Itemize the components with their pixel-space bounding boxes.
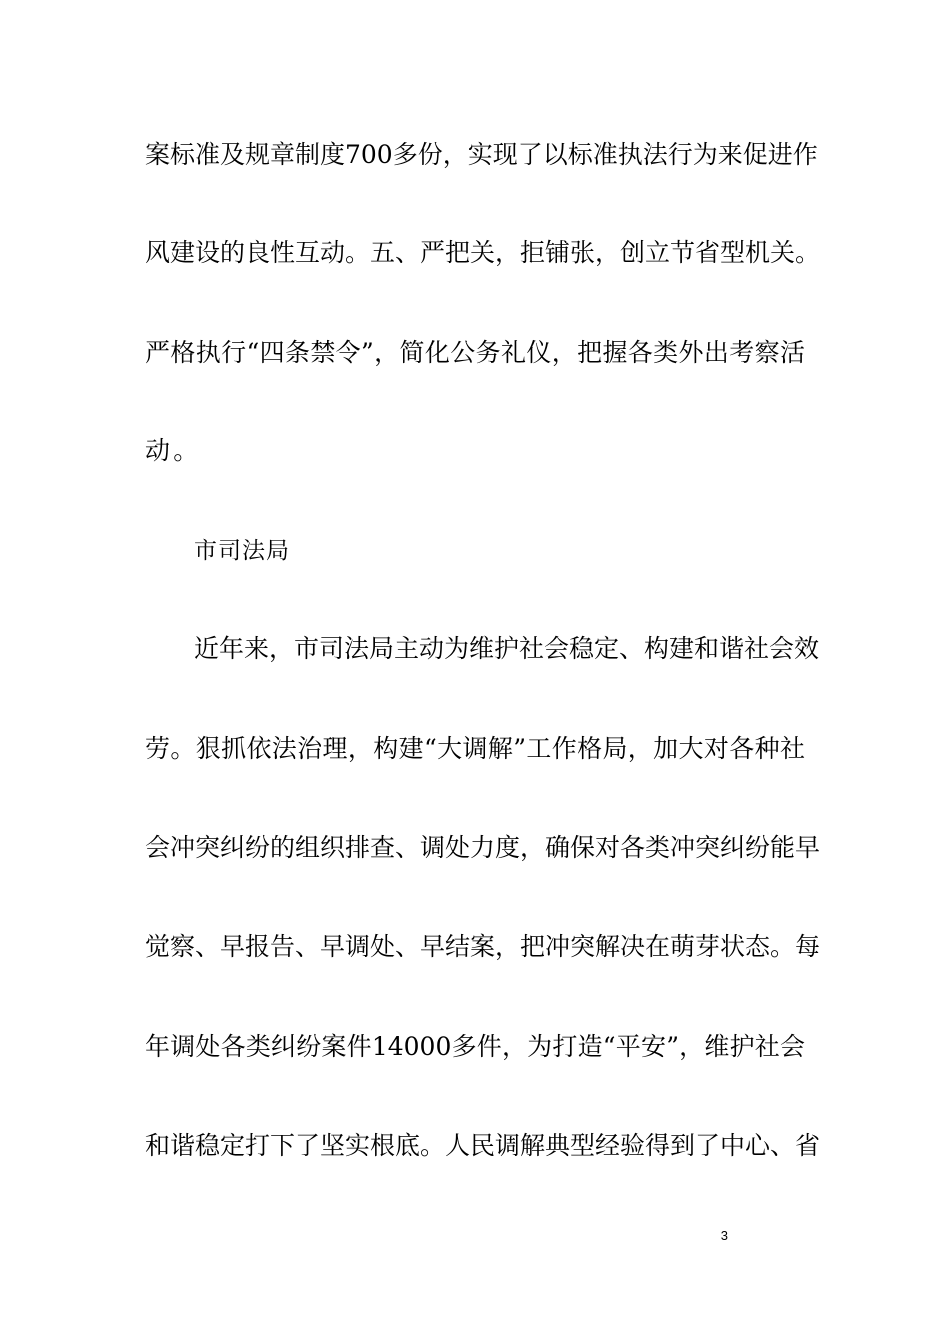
paragraph-line: 觉察、早报告、早调处、早结案，把冲突解决在萌芽状态。每: [145, 932, 821, 961]
paragraph-line: 风建设的良性互动。五、严把关，拒铺张，创立节省型机关。: [145, 238, 821, 267]
paragraph-line: 动。: [145, 436, 202, 465]
paragraph-line: 案标准及规章制度700多份，实现了以标准执法行为来促进作: [145, 140, 818, 169]
section-heading: 市司法局: [194, 538, 290, 564]
paragraph-line: 会冲突纠纷的组织排查、调处力度，确保对各类冲突纠纷能早: [145, 833, 821, 862]
paragraph-line: 近年来，市司法局主动为维护社会稳定、构建和谐社会效: [194, 634, 820, 663]
paragraph-line: 年调处各类纠纷案件14000多件，为打造“平安”，维护社会: [145, 1032, 805, 1061]
paragraph-line: 严格执行“四条禁令”，简化公务礼仪，把握各类外出考察活: [145, 338, 805, 367]
page-number: 3: [720, 1228, 728, 1243]
paragraph-line: 劳。狠抓依法治理，构建“大调解”工作格局，加大对各种社: [145, 734, 805, 763]
paragraph-line: 和谐稳定打下了坚实根底。人民调解典型经验得到了中心、省: [145, 1131, 821, 1160]
